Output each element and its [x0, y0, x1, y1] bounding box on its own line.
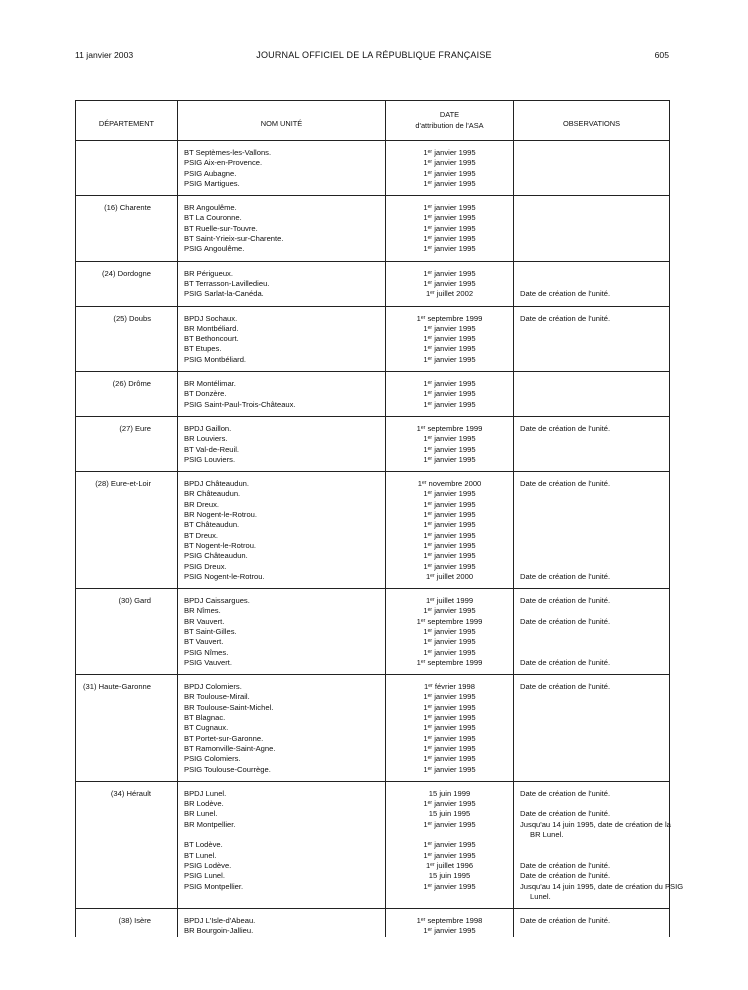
- observations-cell: [514, 589, 670, 675]
- asa-date: 1er janvier 1995: [423, 637, 476, 647]
- header-departement: DÉPARTEMENT: [76, 101, 178, 141]
- departement-cell: (26) Drôme: [76, 372, 178, 417]
- unit-name: BT Donzère.: [184, 389, 227, 399]
- asa-date: 1er janvier 1995: [423, 850, 476, 860]
- asa-date: 1er janvier 1995: [423, 234, 476, 244]
- observation-text: [520, 734, 665, 744]
- asa-date: 1er janvier 1995: [423, 203, 476, 213]
- asa-date: 1er septembre 1999: [416, 423, 483, 433]
- asa-date: 1er janvier 1995: [423, 754, 476, 764]
- observation-text: [520, 713, 665, 723]
- asa-date: 1er janvier 1995: [423, 213, 476, 223]
- unit-name: BR Toulouse-Mirail.: [184, 692, 250, 702]
- unit-name: BR Toulouse-Saint-Michel.: [184, 702, 274, 712]
- unit-names-cell: [178, 675, 386, 782]
- asa-date: 1er janvier 1995: [423, 444, 476, 454]
- departement-cell: (16) Charente: [76, 196, 178, 261]
- observation-text: [520, 765, 665, 775]
- departement-cell: (28) Eure-et-Loir: [76, 472, 178, 589]
- unit-name: BR Louviers.: [184, 434, 228, 444]
- header-date-line: DATE: [439, 110, 460, 120]
- header-date-subline: d'attribution de l'ASA: [415, 120, 484, 130]
- observation-text: [520, 148, 665, 158]
- unit-name: BT Ramonville-Saint-Agne.: [184, 743, 276, 753]
- asa-date: 1er janvier 1995: [423, 278, 476, 288]
- table-body: [76, 141, 684, 937]
- observation-text: [520, 355, 665, 365]
- unit-name: BR Nogent-le-Rotrou.: [184, 510, 258, 520]
- unit-name: PSIG Nîmes.: [184, 647, 229, 657]
- asa-date: 1er septembre 1999: [416, 313, 483, 323]
- asa-dates-cell: [386, 416, 514, 471]
- unit-name: PSIG Angoulême.: [184, 244, 245, 254]
- asa-dates-cell: [386, 141, 514, 196]
- observation-text: [520, 269, 665, 279]
- unit-name: BR Montpellier.: [184, 819, 236, 829]
- asa-dates-cell: [386, 675, 514, 782]
- observation-text: [520, 445, 665, 455]
- observation-text: [520, 169, 665, 179]
- departement-cell: (31) Haute-Garonne: [76, 675, 178, 782]
- page-header: [0, 50, 748, 64]
- unit-name: BR Angoulême.: [184, 203, 237, 213]
- observation-text: Date de création de l'unité.: [520, 809, 611, 819]
- observation-text: [520, 334, 665, 344]
- unit-name: PSIG Dreux.: [184, 561, 227, 571]
- asa-date: 1er janvier 1995: [423, 244, 476, 254]
- unit-name: BT Blagnac.: [184, 713, 226, 723]
- asa-date: 1er janvier 1995: [423, 723, 476, 733]
- observation-text: [520, 520, 665, 530]
- observations-cell: [514, 416, 670, 471]
- observations-cell: [514, 306, 670, 371]
- unit-names-cell: [178, 472, 386, 589]
- table-row: [76, 306, 670, 371]
- table-row: [76, 675, 670, 782]
- unit-name: BR Nîmes.: [184, 606, 221, 616]
- header-date: 11 janvier 2003: [75, 50, 134, 60]
- asa-date: 1er juillet 2000: [425, 571, 474, 581]
- unit-name: BT Lunel.: [184, 850, 217, 860]
- observation-text: [520, 692, 665, 702]
- observation-text: [520, 213, 665, 223]
- asa-date: 1er janvier 1995: [423, 551, 476, 561]
- observation-text: Date de création de l'unité.: [520, 657, 611, 667]
- observation-text: [520, 500, 665, 510]
- asa-date: 1er janvier 1995: [423, 379, 476, 389]
- asa-dates-cell: [386, 781, 514, 908]
- asa-date: 1er janvier 1995: [423, 178, 476, 188]
- observation-text: [520, 744, 665, 754]
- unit-name: BR Bourgoin-Jallieu.: [184, 926, 254, 936]
- observation-text: Date de création de l'unité.: [520, 423, 611, 433]
- asa-date: 1er juillet 1996: [425, 860, 474, 870]
- unit-name: PSIG Aubagne.: [184, 168, 237, 178]
- observations-cell: [514, 472, 670, 589]
- unit-names-cell: [178, 306, 386, 371]
- observation-text: [520, 531, 665, 541]
- asa-date: 1er janvier 1995: [423, 606, 476, 616]
- asa-date: 1er janvier 1995: [423, 434, 476, 444]
- observation-text: Date de création de l'unité.: [520, 571, 611, 581]
- table-row: [76, 909, 670, 937]
- observation-text: [520, 224, 665, 234]
- observations-cell: [514, 196, 670, 261]
- asa-date: 15 juin 1995: [428, 871, 471, 881]
- unit-name: BT Portet-sur-Garonne.: [184, 733, 264, 743]
- asa-dates-cell: [386, 306, 514, 371]
- asa-date: 1er janvier 1995: [423, 819, 476, 829]
- departement-cell: (38) Isère: [76, 909, 178, 937]
- unit-name: BT Saint-Yrieix-sur-Charente.: [184, 234, 284, 244]
- asa-date: 1er janvier 1995: [423, 733, 476, 743]
- unit-names-cell: [178, 372, 386, 417]
- unit-name: [184, 892, 381, 902]
- asa-date: 1er septembre 1999: [416, 616, 483, 626]
- asa-dates-cell: [386, 261, 514, 306]
- asa-date: 1er juillet 2002: [425, 289, 474, 299]
- asa-date: 1er janvier 1995: [423, 323, 476, 333]
- observation-text: Lunel.: [530, 891, 551, 901]
- observation-text: [520, 551, 665, 561]
- unit-names-cell: [178, 261, 386, 306]
- observations-cell: [514, 675, 670, 782]
- observations-cell: [514, 909, 670, 937]
- asa-date: 1er janvier 1995: [423, 148, 476, 157]
- asa-date: 1er janvier 1995: [423, 454, 476, 464]
- observation-text: [520, 244, 665, 254]
- departement-cell: (24) Dordogne: [76, 261, 178, 306]
- asa-date: 1er janvier 1995: [423, 268, 476, 278]
- unit-name: PSIG Sarlat-la-Canéda.: [184, 289, 264, 299]
- observation-text: Jusqu'au 14 juin 1995, date de création de la: [520, 819, 671, 829]
- asa-dates-cell: [386, 472, 514, 589]
- table-row: [76, 589, 670, 675]
- asa-date: 1er janvier 1995: [423, 881, 476, 891]
- journal-title: JOURNAL OFFICIEL DE LA RÉPUBLIQUE FRANÇAISE: [256, 50, 492, 60]
- units-table: [75, 100, 684, 937]
- observation-text: [520, 637, 665, 647]
- unit-name: BR Montélimar.: [184, 379, 236, 389]
- asa-date: 1er janvier 1995: [423, 389, 476, 399]
- asa-date: [390, 892, 509, 902]
- asa-dates-cell: [386, 589, 514, 675]
- observation-text: [520, 723, 665, 733]
- asa-dates-cell: [386, 372, 514, 417]
- asa-date: 1er juillet 1999: [425, 596, 474, 606]
- asa-date: 1er janvier 1995: [423, 840, 476, 850]
- departement-cell: (34) Hérault: [76, 781, 178, 908]
- asa-date: 1er janvier 1995: [423, 702, 476, 712]
- asa-date: 1er janvier 1995: [423, 540, 476, 550]
- observation-text: BR Lunel.: [530, 830, 564, 840]
- asa-date: 1er janvier 1995: [423, 158, 476, 168]
- departement-cell: (25) Doubs: [76, 306, 178, 371]
- unit-name: BT La Couronne.: [184, 213, 242, 223]
- table-row: [76, 196, 670, 261]
- unit-names-cell: [178, 196, 386, 261]
- observation-text: [520, 379, 665, 389]
- asa-date: 1er janvier 1995: [423, 344, 476, 354]
- unit-name: BT Lodève.: [184, 840, 223, 850]
- asa-dates-cell: [386, 196, 514, 261]
- asa-date: 1er janvier 1995: [423, 647, 476, 657]
- observation-text: [520, 434, 665, 444]
- unit-name: BR Dreux.: [184, 499, 220, 509]
- unit-name: BT Terrasson-Lavilledieu.: [184, 278, 270, 288]
- asa-date: 1er janvier 1995: [423, 764, 476, 774]
- page-number: 605: [654, 50, 669, 60]
- unit-name: PSIG Aix-en-Provence.: [184, 158, 263, 168]
- unit-name: PSIG Châteaudun.: [184, 551, 248, 561]
- unit-name: PSIG Montpellier.: [184, 881, 244, 891]
- asa-date: 1er janvier 1995: [423, 223, 476, 233]
- observation-text: [520, 851, 665, 861]
- asa-date: 1er janvier 1995: [423, 743, 476, 753]
- unit-name: PSIG Lodève.: [184, 860, 232, 870]
- unit-name: BT Vauvert.: [184, 637, 224, 647]
- unit-name: BPDJ L'Isle-d'Abeau.: [184, 916, 256, 926]
- header-observations: OBSERVATIONS: [514, 101, 670, 141]
- unit-name: BR Vauvert.: [184, 616, 225, 626]
- observation-text: [520, 279, 665, 289]
- unit-name: BR Lunel.: [184, 809, 218, 819]
- observation-text: [520, 648, 665, 658]
- asa-date: 1er janvier 1995: [423, 530, 476, 540]
- departement-cell: [76, 141, 178, 196]
- table-row: [76, 781, 670, 908]
- observation-text: [520, 541, 665, 551]
- observation-text: Date de création de l'unité.: [520, 596, 611, 606]
- asa-date: 1er janvier 1995: [423, 561, 476, 571]
- asa-date: 15 juin 1995: [428, 809, 471, 819]
- observation-text: [520, 799, 665, 809]
- observation-text: Date de création de l'unité.: [520, 682, 611, 692]
- observation-text: [520, 489, 665, 499]
- observation-text: [520, 510, 665, 520]
- unit-name: PSIG Toulouse-Courrège.: [184, 764, 271, 774]
- unit-name: BPDJ Lunel.: [184, 788, 227, 798]
- observation-text: [520, 324, 665, 334]
- unit-name: BT Val-de-Reuil.: [184, 444, 240, 454]
- departement-cell: (30) Gard: [76, 589, 178, 675]
- observation-text: [520, 344, 665, 354]
- observation-text: [520, 754, 665, 764]
- unit-name: BPDJ Châteaudun.: [184, 479, 250, 489]
- observation-text: [520, 203, 665, 213]
- observation-text: [520, 389, 665, 399]
- table-row: [76, 372, 670, 417]
- observation-text: [520, 840, 665, 850]
- table-row: [76, 261, 670, 306]
- unit-name: BT Bethoncourt.: [184, 334, 239, 344]
- unit-name: BT Saint-Gilles.: [184, 626, 237, 636]
- observations-cell: [514, 261, 670, 306]
- asa-date: [390, 830, 509, 840]
- header-nom-unite: NOM UNITÉ: [178, 101, 386, 141]
- observations-cell: [514, 372, 670, 417]
- unit-names-cell: [178, 909, 386, 937]
- observations-cell: [514, 141, 670, 196]
- observation-text: Date de création de l'unité.: [520, 616, 611, 626]
- table-row: [76, 141, 670, 196]
- observation-text: [520, 606, 665, 616]
- asa-date: 1er janvier 1995: [423, 489, 476, 499]
- asa-date: 1er janvier 1995: [423, 334, 476, 344]
- unit-name: BT Septèmes-les-Vallons.: [184, 148, 272, 157]
- header-date-asa: [386, 101, 514, 141]
- observation-text: [520, 562, 665, 572]
- unit-name: BT Châteaudun.: [184, 520, 240, 530]
- observation-text: [520, 400, 665, 410]
- unit-name: PSIG Montbéliard.: [184, 354, 247, 364]
- observation-text: [520, 179, 665, 189]
- asa-date: 1er janvier 1995: [423, 713, 476, 723]
- table-header-row: [76, 101, 670, 141]
- observation-text: [520, 234, 665, 244]
- asa-date: 1er janvier 1995: [423, 692, 476, 702]
- observation-text: [520, 455, 665, 465]
- asa-date: 1er septembre 1998: [416, 916, 483, 926]
- observation-text: Date de création de l'unité.: [520, 916, 611, 926]
- asa-date: 1er janvier 1995: [423, 626, 476, 636]
- unit-name: BPDJ Colomiers.: [184, 682, 242, 692]
- table-row: [76, 416, 670, 471]
- unit-name: PSIG Saint-Paul-Trois-Châteaux.: [184, 399, 296, 409]
- asa-date: 1er janvier 1995: [423, 499, 476, 509]
- asa-dates-cell: [386, 909, 514, 937]
- unit-name: BPDJ Gaillon.: [184, 423, 232, 433]
- observation-text: Date de création de l'unité.: [520, 479, 611, 489]
- unit-name: BPDJ Caissargues.: [184, 596, 250, 606]
- unit-name: BT Etupes.: [184, 344, 222, 354]
- unit-name: BR Lodève.: [184, 799, 224, 809]
- asa-date: 1er février 1998: [424, 682, 475, 692]
- unit-name: [184, 830, 381, 840]
- observation-text: Date de création de l'unité.: [520, 860, 611, 870]
- unit-name: PSIG Lunel.: [184, 871, 225, 881]
- unit-names-cell: [178, 781, 386, 908]
- unit-name: BT Nogent-le-Rotrou.: [184, 540, 257, 550]
- unit-name: BT Cugnaux.: [184, 723, 229, 733]
- observation-text: [520, 703, 665, 713]
- departement-cell: (27) Eure: [76, 416, 178, 471]
- observation-text: [520, 926, 665, 936]
- observation-text: Date de création de l'unité.: [520, 289, 611, 299]
- observation-text: Date de création de l'unité.: [520, 788, 611, 798]
- asa-date: 1er janvier 1995: [423, 520, 476, 530]
- unit-name: BPDJ Sochaux.: [184, 313, 238, 323]
- observations-cell: [514, 781, 684, 908]
- unit-name: BT Dreux.: [184, 530, 219, 540]
- unit-name: PSIG Martigues.: [184, 178, 240, 188]
- observation-text: [520, 158, 665, 168]
- asa-date: 1er septembre 1999: [416, 657, 483, 667]
- unit-name: PSIG Colomiers.: [184, 754, 241, 764]
- asa-date: 1er janvier 1995: [423, 399, 476, 409]
- unit-name: BT Ruelle-sur-Touvre.: [184, 223, 258, 233]
- observation-text: [520, 627, 665, 637]
- asa-date: 1er janvier 1995: [423, 168, 476, 178]
- unit-name: BR Châteaudun.: [184, 489, 241, 499]
- unit-name: PSIG Nogent-le-Rotrou.: [184, 571, 265, 581]
- unit-name: PSIG Louviers.: [184, 454, 236, 464]
- unit-name: BR Montbéliard.: [184, 323, 239, 333]
- unit-names-cell: [178, 416, 386, 471]
- asa-date: 1er janvier 1995: [423, 354, 476, 364]
- table-row: [76, 472, 670, 589]
- asa-date: 1er janvier 1995: [423, 510, 476, 520]
- observation-text: Date de création de l'unité.: [520, 313, 611, 323]
- observation-text: Jusqu'au 14 juin 1995, date de création du PSIG: [520, 881, 684, 891]
- unit-name: BR Périgueux.: [184, 268, 233, 278]
- unit-name: PSIG Vauvert.: [184, 657, 232, 667]
- asa-date: 1er janvier 1995: [423, 799, 476, 809]
- asa-date: 1er novembre 2000: [417, 479, 482, 489]
- observation-text: Date de création de l'unité.: [520, 871, 611, 881]
- unit-names-cell: [178, 589, 386, 675]
- asa-date: 15 juin 1999: [428, 788, 471, 798]
- asa-date: 1er janvier 1995: [423, 926, 476, 936]
- unit-names-cell: [178, 141, 386, 196]
